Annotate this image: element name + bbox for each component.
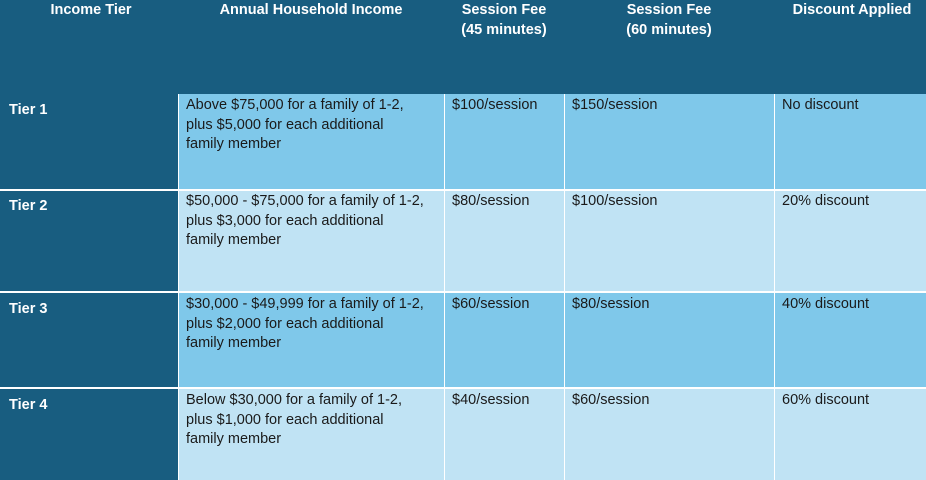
income-line: plus $5,000 for each additional [186, 116, 384, 133]
discount-cell: 40% discount [774, 293, 926, 388]
income-cell [178, 293, 444, 388]
income-line: Below $30,000 for a family of 1-2, [186, 392, 403, 408]
header-fee60-line2: (60 minutes) [626, 22, 712, 38]
header-discount: Discount Applied [792, 2, 912, 18]
fee60-cell: $150/session [564, 94, 774, 189]
column-divider [774, 94, 775, 480]
fee60-cell: $60/session [564, 389, 774, 480]
table-row [0, 190, 926, 291]
column-divider [564, 94, 565, 480]
tier-label: Tier 4 [0, 389, 178, 480]
table-row [0, 389, 926, 480]
tier-label: Tier 3 [0, 293, 178, 388]
income-line: Above $75,000 for a family of 1-2, [186, 97, 404, 113]
income-cell [178, 190, 444, 291]
income-line: plus $1,000 for each additional [186, 411, 384, 428]
discount-cell: 60% discount [774, 389, 926, 480]
discount-cell: 20% discount [774, 190, 926, 291]
fee60-cell: $80/session [564, 293, 774, 388]
fee45-cell: $60/session [444, 293, 564, 388]
income-line: family member [186, 431, 282, 447]
fee60-cell: $100/session [564, 190, 774, 291]
income-cell [178, 94, 444, 189]
income-line: family member [186, 136, 282, 152]
header-session-fee-45 [444, 0, 564, 40]
header-fee45-line1: Session Fee [461, 2, 547, 18]
header-fee45-line2: (45 minutes) [461, 22, 547, 38]
income-line: $30,000 - $49,999 for a family of 1-2, [186, 296, 424, 312]
income-line: plus $2,000 for each additional [186, 315, 384, 332]
income-cell [178, 389, 444, 480]
tier-label: Tier 2 [0, 190, 178, 291]
row-divider [0, 387, 926, 389]
header-income-tier: Income Tier [50, 2, 132, 18]
fee45-cell: $100/session [444, 94, 564, 189]
column-divider [178, 94, 179, 480]
header-session-fee-60 [564, 0, 774, 40]
column-divider [444, 94, 445, 480]
header-annual-income: Annual Household Income [219, 2, 403, 18]
fee45-cell: $80/session [444, 190, 564, 291]
table-row [0, 94, 926, 189]
income-line: $50,000 - $75,000 for a family of 1-2, [186, 193, 424, 209]
row-divider [0, 291, 926, 293]
table-row [0, 293, 926, 388]
table-header [0, 0, 926, 94]
row-divider [0, 189, 926, 191]
income-line: family member [186, 232, 282, 248]
income-line: plus $3,000 for each additional [186, 212, 384, 229]
tier-label: Tier 1 [0, 94, 178, 189]
fee45-cell: $40/session [444, 389, 564, 480]
discount-cell: No discount [774, 94, 926, 189]
header-fee60-line1: Session Fee [626, 2, 712, 18]
income-line: family member [186, 335, 282, 351]
